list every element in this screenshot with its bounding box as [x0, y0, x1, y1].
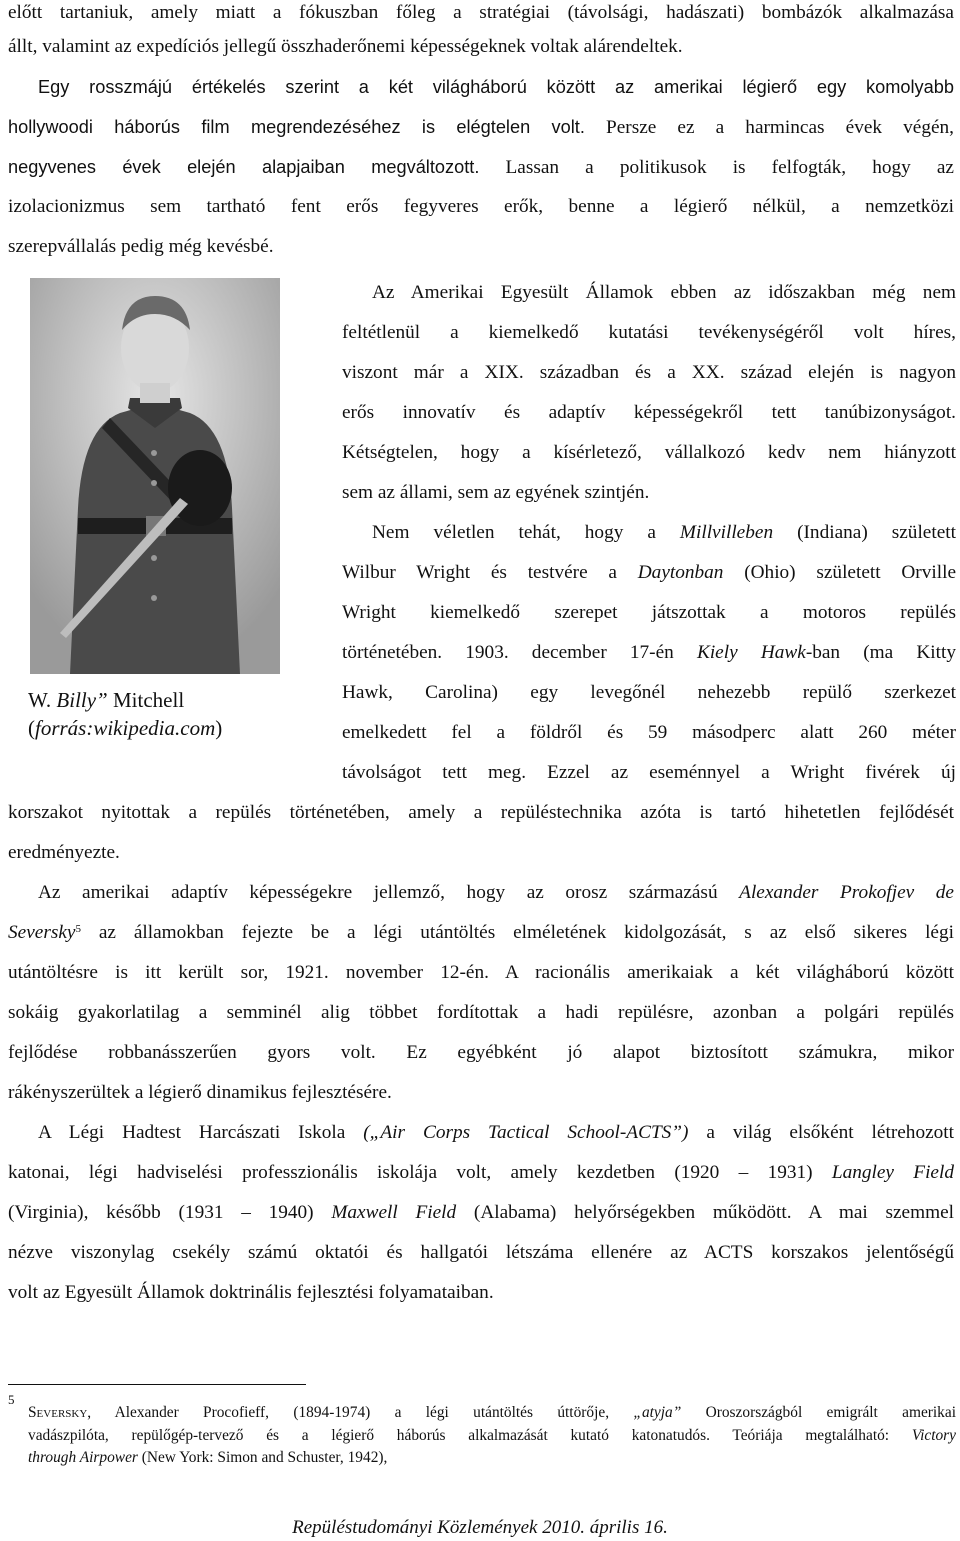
body-line-1: előtt tartaniuk, amely miatt a fókuszban főleg a stratégiai (távolsági, hadászati) bombázók alkalmazása	[8, 2, 954, 23]
body-line-5: negyvenes évek elején alapjaiban megváltozott. Lassan a politikusok is felfogták, hogy az	[8, 157, 954, 178]
para2-line-5: fejlődése robbanásszerűen gyors volt. Ez egyébként jó alapot biztosított számukra, mikor	[8, 1042, 954, 1063]
right-line-13: távolságot tett meg. Ezzel az eseménnyel a Wright fivérek új	[342, 762, 956, 783]
footnote-line-3: through Airpower (New York: Simon and Schuster, 1942),	[28, 1449, 388, 1466]
right-line-9: Wright kiemelkedő szerepet játszottak a motoros repülés	[342, 602, 956, 623]
para3-line-1: A Légi Hadtest Harcászati Iskola („Air Corps Tactical School-ACTS”) a világ elsőként létrehozott	[38, 1122, 955, 1143]
body-line-8: korszakot nyitottak a repülés történetében, amely a repüléstechnika azóta is tartó hihetetlen fejlődését	[8, 802, 954, 823]
para2-line-2: Seversky$^5$ az államokban fejezte be a légi utántöltés elméletének kidolgozását, s az első sikeres légi	[8, 922, 954, 943]
body-line-7: szerepvállalás pedig még kevésbé.	[8, 236, 274, 257]
photo-caption-name: W. Billy” Mitchell	[28, 688, 185, 712]
footnote-line-2: vadászpilóta, repülőgép-tervező és a légierő háborús alkalmazását kutató katonatudós. Teóriája megtalálható: Victory	[28, 1427, 956, 1444]
right-line-5: Kétségtelen, hogy a kísérletező, vállalkozó kedv nem hiányzott	[342, 442, 956, 463]
photo-caption-source: (forrás:wikipedia.com)	[28, 716, 223, 740]
para2-line-4: sokáig gyakorlatilag a semminél alig többet fordítottak a hadi repülésre, azonban a polgári repülés	[8, 1002, 954, 1023]
right-line-11: Hawk, Carolina) egy levegőnél nehezebb repülő szerkezet	[342, 682, 956, 703]
footnote-separator	[8, 1384, 306, 1385]
para3-line-2: katonai, légi hadviselési professzionális iskolája volt, amely kezdetben (1920 – 1931) Langley Field	[8, 1162, 954, 1183]
right-line-1: Az Amerikai Egyesült Államok ebben az időszakban még nem	[372, 282, 956, 303]
right-line-7: Nem véletlen tehát, hogy a Millvilleben (Indiana) született	[372, 522, 956, 543]
page-footer: Repüléstudományi Közlemények 2010. április 16.	[292, 1517, 668, 1538]
para2-line-3: utántöltésre is itt került sor, 1921. november 12-én. A racionális amerikaiak a két világháború között	[8, 962, 954, 983]
footnote-number: 5	[8, 1392, 15, 1407]
body-line-2: állt, valamint az expedíciós jellegű összhaderőnemi képességeknek voltak alárendeltek.	[8, 36, 683, 57]
body-line-3: Egy rosszmájú értékelés szerint a két világháború között az amerikai légierő egy komolyabb	[38, 77, 954, 97]
para3-line-5: volt az Egyesült Államok doktrinális fejlesztési folyamataiban.	[8, 1282, 494, 1303]
footnote-line-1: Seversky, Alexander Procofieff, (1894-1974) a légi utántöltés úttörője, „atyja” Oroszországból emigrált amerikai	[28, 1404, 956, 1421]
right-line-3: viszont már a XIX. században és a XX. század elején is nagyon	[342, 362, 956, 383]
body-line-9: eredményezte.	[8, 842, 120, 863]
right-line-4: erős innovatív és adaptív képességekről tett tanúbizonyságot.	[342, 402, 956, 423]
para2-line-1: Az amerikai adaptív képességekre jellemző, hogy az orosz származású Alexander Prokofjev de	[38, 882, 954, 903]
portrait-illustration	[30, 278, 280, 674]
para3-line-4: nézve viszonylag csekély számú oktatói és hallgatói létszáma ellenére az ACTS korszakos jelentőségű	[8, 1242, 954, 1263]
right-line-10: történetében. 1903. december 17-én Kiely Hawk-ban (ma Kitty	[342, 642, 957, 663]
right-line-2: feltétlenül a kiemelkedő kutatási tevékenységéről volt híres,	[342, 322, 956, 343]
para2-line-6: rákényszerültek a légierő dinamikus fejlesztésére.	[8, 1082, 392, 1103]
portrait-photo	[30, 278, 280, 674]
right-line-6: sem az állami, sem az egyének szintjén.	[342, 482, 650, 503]
right-line-12: emelkedett fel a földről és 59 másodperc alatt 260 méter	[342, 722, 956, 743]
body-line-6: izolacionizmus sem tartható fent erős fegyveres erők, benne a légierő nélkül, a nemzetközi	[8, 196, 954, 217]
right-line-8: Wilbur Wright és testvére a Daytonban (Ohio) született Orville	[342, 562, 956, 583]
para3-line-3: (Virginia), később (1931 – 1940) Maxwell Field (Alabama) helyőrségekben működött. A mai szemmel	[8, 1202, 955, 1223]
body-line-4: hollywoodi háborús film megrendezéséhez is elégtelen volt. Persze ez a harmincas évek végén,	[8, 117, 954, 138]
